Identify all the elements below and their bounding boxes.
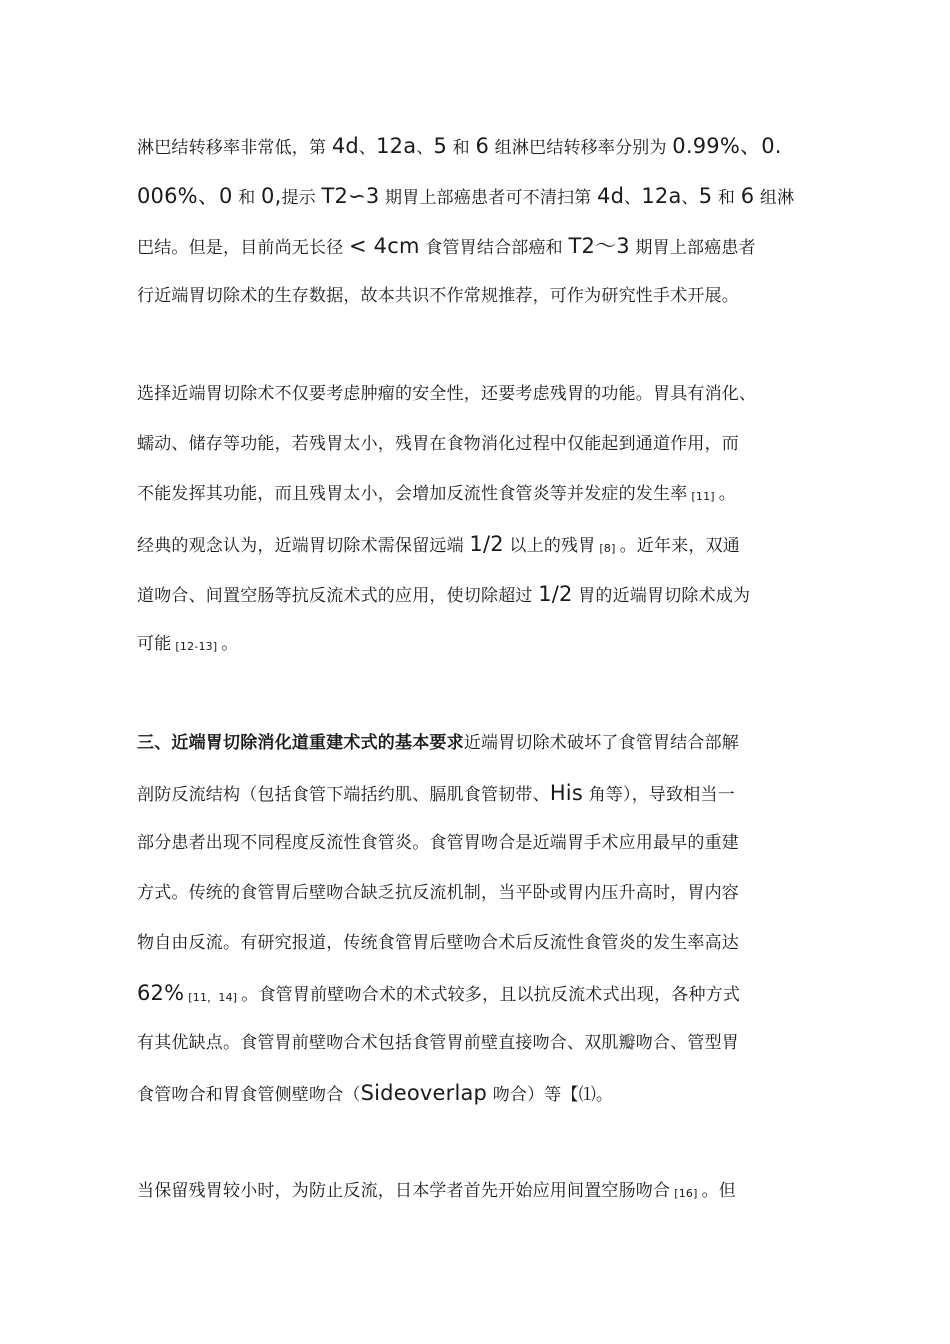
text-run: 0, [261, 184, 282, 208]
text-run: 1/2 [538, 582, 573, 606]
text-run: 5 [698, 184, 713, 208]
text-run: 。但 [701, 1181, 736, 1201]
text-run: 。近年来，双通 [619, 536, 741, 556]
paragraph3-line4: 方式。传统的食管胃后壁吻合缺乏抗反流机制，当平卧或胃内压升高时，胃内容 [137, 883, 739, 903]
text-run: 。 [221, 634, 239, 654]
text-run: 6 [740, 184, 755, 208]
text-run: T2∽3 [321, 184, 380, 208]
text-run: 当保留残胃较小时，为防止反流，日本学者首先开始应用间置空肠吻合 [137, 1181, 671, 1201]
text-run: 不能发挥其功能，而且残胃太小，会增加反流性食管炎等并发症的发生率 [137, 484, 688, 504]
text-run: 和 [447, 138, 476, 158]
text-run: 食管胃结合部癌和 [419, 238, 569, 258]
text-run: 、 [358, 138, 377, 158]
text-run: 组淋 [754, 188, 795, 208]
text-run: 巴结。但是，目前尚无长径 [137, 238, 350, 258]
paragraph2-line5 [137, 582, 750, 608]
text-run: 食管吻合和胃食管侧壁吻合（ [137, 1085, 361, 1105]
text-run: 胃的近端胃切除术成为 [572, 586, 751, 606]
text-run: 和 [712, 188, 741, 208]
text-run: 组淋巴结转移率分别为 [489, 138, 673, 158]
text-run: Sideoverlap [360, 1081, 488, 1105]
text-run: 可能 [137, 634, 172, 654]
text-run: 、 [681, 188, 699, 208]
paragraph2-line2: 蠕动、储存等功能，若残胃太小，残胃在食物消化过程中仅能起到通道作用，而 [137, 434, 739, 454]
text-run: 4d [597, 184, 625, 208]
section-heading: 三、近端胃切除消化道重建术式的基本要求 [137, 733, 464, 753]
paragraph3-line7: 有其优缺点。食管胃前壁吻合术包括食管胃前壁直接吻合、双肌瓣吻合、管型胃 [137, 1033, 739, 1053]
paragraph1-line4: 行近端胃切除术的生存数据，故本共识不作常规推荐，可作为研究性手术开展。 [137, 286, 739, 306]
paragraph2-line4 [137, 532, 740, 560]
citation-ref: [16] [674, 1187, 698, 1200]
text-run: 淋巴结转移率非常低，第 [137, 138, 332, 158]
text-run: T2～3 [568, 234, 630, 258]
paragraph3-line8 [137, 1081, 613, 1107]
text-run: 、 [624, 188, 642, 208]
text-run: 。食管胃前壁吻合术的术式较多，且以抗反流术式出现，各种方式 [241, 985, 741, 1005]
text-run: ⑴ [578, 1085, 596, 1105]
text-run: < 4cm [349, 234, 420, 258]
text-run: 和 [232, 188, 262, 208]
text-run: 经典的观念认为，近端胃切除术需保留远端 [137, 536, 470, 556]
paragraph1-line3 [137, 234, 756, 260]
paragraph3-line3: 部分患者出现不同程度反流性食管炎。食管胃吻合是近端胃手术应用最早的重建 [137, 833, 739, 853]
citation-ref: [11] [691, 490, 715, 503]
text-run: 4d [331, 134, 359, 158]
text-run: 0.99%、0. [672, 134, 782, 158]
text-run: 12a [641, 184, 682, 208]
text-run: 剖防反流结构（包括食管下端括约肌、膈肌食管韧带、 [137, 785, 550, 805]
citation-ref: [12-13] [175, 640, 218, 653]
text-run: 道吻合、间置空肠等抗反流术式的应用，使切除超过 [137, 586, 539, 606]
text-run: 62% [137, 981, 185, 1005]
paragraph2-line1: 选择近端胃切除术不仅要考虑肿瘤的安全性，还要考虑残胃的功能。胃具有消化、 [137, 384, 757, 404]
paragraph3-line6 [137, 981, 740, 1009]
text-run: 。 [595, 1085, 614, 1105]
paragraph3-line2 [137, 781, 735, 807]
citation-ref: [8] [599, 542, 616, 555]
text-run: 吻合）等【 [487, 1085, 579, 1105]
text-run: 006%、0 [137, 184, 233, 208]
paragraph3-line5: 物自由反流。有研究报道，传统食管胃后壁吻合术后反流性食管炎的发生率高达 [137, 933, 739, 953]
text-run: 提示 [281, 188, 322, 208]
text-run: 期胃上部癌患者可不清扫第 [379, 188, 598, 208]
text-run: 期胃上部癌患者 [629, 238, 756, 258]
text-run: 5 [433, 134, 448, 158]
text-run: 近端胃切除术破坏了食管胃结合部解 [463, 733, 740, 753]
text-run: 。 [718, 484, 736, 504]
paragraph4-line1 [137, 1179, 736, 1205]
paragraph1-line1 [137, 134, 782, 160]
citation-ref: [11，14] [188, 991, 238, 1004]
text-run: 6 [475, 134, 490, 158]
text-run: 1/2 [469, 532, 504, 556]
text-run: 、 [416, 138, 434, 158]
text-run: His [549, 781, 583, 805]
paragraph2-line6 [137, 632, 239, 658]
text-run: 以上的残胃 [503, 536, 596, 556]
text-run: 角等），导致相当一 [582, 785, 735, 805]
paragraph1-line2 [137, 184, 794, 210]
paragraph2-line3 [137, 482, 736, 508]
text-run: 12a [376, 134, 417, 158]
paragraph3-line1 [137, 731, 739, 755]
